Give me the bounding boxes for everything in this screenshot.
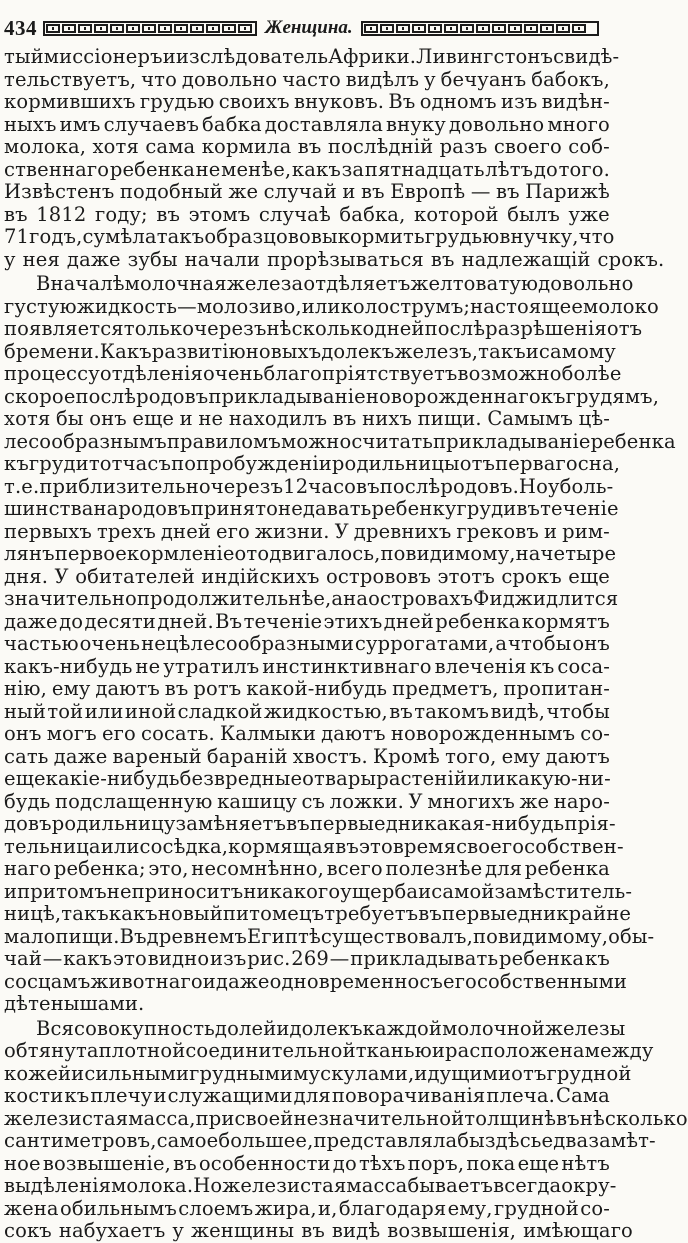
text-line: ственнаго ребенка не менѣе, какъ за пятнадцать лѣтъ до того. (4, 157, 610, 181)
text-line: Извѣстенъ подобный же случай и въ Европѣ — въ Парижѣ (4, 180, 610, 203)
text-line: первыхъ трехъ дней его жизни. У древнихъ грековъ и рим- (4, 519, 610, 543)
text-line: сосцамъ животнаго и даже одновременно съ его собственными (4, 969, 628, 993)
text-line: наго ребенка; это, несомнѣнно, всего полезнѣе для ребенка (4, 857, 610, 880)
text-line: онъ могъ его сосать. Калмыки даютъ новорожденнымъ со- (4, 722, 610, 745)
text-line: железистая масса, при своей незначительной толщинѣ въ нѣсколько (4, 1106, 688, 1130)
text-line: ный той или иной сладкой жидкостью, въ такомъ видѣ, чтобы (4, 699, 610, 723)
text-line: сать даже вареный бараній хвостъ. Кромѣ того, ему даютъ (4, 744, 610, 768)
text-line: густую жидкость — молозиво, или колострумъ; настоящее молоко (4, 294, 659, 318)
right-ornament-border (361, 21, 599, 36)
running-title: Женщина. (265, 17, 353, 38)
text-line: скорое послѣ родовъ прикладываніе новорожденнаго къ грудямъ, (4, 384, 660, 408)
text-line: бремени. Какъ развитію новыхъ долекъ железъ, такъ и самому (4, 339, 616, 363)
text-line: чай — какъ это видно изъ рис. 269 — прикладывать ребенка къ (4, 947, 610, 970)
text-line: 71 годъ, сумѣла такъ образцово выкормить грудью внучку, что (4, 225, 615, 248)
text-line: частью очень нецѣлесообразными суррогатами, а чтобы онъ (4, 632, 610, 655)
page-number: 434 (4, 15, 37, 40)
text-line: обтянута плотной соединительной тканью и расположена между (4, 1039, 654, 1062)
text-line: сокъ набухаетъ у женщины въ видѣ возвышенія, имѣющаго (4, 1219, 633, 1242)
text-line: ное возвышеніе, въ особенности до тѣхъ поръ, пока еще нѣтъ (4, 1151, 610, 1175)
text-line: сантиметровъ, самое большее, представляла бы здѣсь едва замѣт- (4, 1129, 656, 1152)
text-line: лянъ первое кормленіе отодвигалось, повидимому, на четыре (4, 542, 617, 565)
text-line: кормившихъ грудью своихъ внуковъ. Въ одномъ изъ видѣн- (4, 90, 610, 113)
text-line: ницѣ, такъ какъ новый питомецъ требуетъ въ первые дни крайне (4, 902, 632, 925)
text-line: кости къ плечу и служащими для поворачиванія плеча. Сама (4, 1084, 610, 1107)
text-line: т. е. приблизительно черезъ 12 часовъ послѣ родовъ. Но у боль- (4, 474, 614, 498)
body-text (4, 45, 688, 1243)
text-line: нію, ему даютъ въ ротъ какой-нибудь предметъ, пропитан- (4, 677, 610, 700)
text-line: тельница или сосѣдка, кормящая въ это время своего собствен- (4, 834, 624, 858)
page-header (4, 10, 610, 46)
text-line: значительно продолжительнѣе, а на островахъ Фиджи длится (4, 587, 619, 610)
text-line: появляется только черезъ нѣсколько дней послѣ разрѣшенія отъ (4, 317, 643, 340)
text-line: Вся совокупность долей и долекъ каждой молочной железы (36, 1016, 626, 1040)
text-line: шинства народовъ принято не давать ребенку груди въ теченіе (4, 497, 619, 520)
text-line: Вначалѣ молочная железа отдѣляетъ желтоватую довольно (36, 272, 634, 295)
text-line: будь подслащенную кашицу съ ложки. У многихъ же наро- (4, 789, 610, 813)
text-line: дѣтенышами. (4, 992, 145, 1015)
text-line: хотя бы онъ еще и не находилъ въ нихъ пищи. Самымъ цѣ- (4, 407, 610, 430)
text-line: мало пищи. Въ древнемъ Египтѣ существовалъ, повидимому, обы- (4, 924, 655, 948)
text-line: кожей и сильными грудными мускулами, идущими отъ грудной (4, 1061, 632, 1085)
text-line: тый миссіонеръ и изслѣдователь Африки. Ливингстонъ свидѣ- (4, 45, 620, 68)
text-line: тельствуетъ, что довольно часто видѣлъ у бечуанъ бабокъ, (4, 67, 610, 91)
text-line: и при томъ не приноситъ никакого ущерба и самой замѣститель- (4, 879, 633, 903)
text-line: лесообразнымъ правиломъ можно считать прикладываніе ребенка (4, 429, 676, 453)
text-line: къ груди тотчасъ по пробужденіи родильницы отъ перваго сна, (4, 452, 621, 475)
text-line: какъ-нибудь не утратилъ инстинктивнаго влеченія къ соса- (4, 654, 610, 678)
text-line: даже до десяти дней. Въ теченіе этихъ дней ребенка кормятъ (4, 609, 610, 633)
text-line: довъ родильницу замѣняетъ въ первые дни какая-нибудь прія- (4, 812, 616, 835)
text-line: жена обильнымъ слоемъ жира, и, благодаря ему, грудной со- (4, 1196, 610, 1220)
text-line: выдѣленія молока. Но железистая масса бываетъ всегда окру- (4, 1174, 617, 1197)
text-line: процессу отдѣленія очень благопріятствуетъ возможно болѣе (4, 362, 622, 385)
text-line: дня. У обитателей индійскихъ острововъ этотъ срокъ еще (4, 564, 610, 588)
left-ornament-border (43, 21, 257, 36)
text-line: молока, хотя сама кормила въ послѣдній разъ своего соб- (4, 135, 610, 158)
text-line: ныхъ имъ случаевъ бабка доставляла внуку довольно много (4, 112, 610, 136)
text-line: у нея даже зубы начали прорѣзываться въ надлежащій срокъ. (4, 247, 665, 271)
text-line: въ 1812 году; въ этомъ случаѣ бабка, которой былъ уже (4, 202, 610, 226)
text-line: еще какіе-нибудь безвредные отвары растеній или какую-ни- (4, 767, 611, 790)
